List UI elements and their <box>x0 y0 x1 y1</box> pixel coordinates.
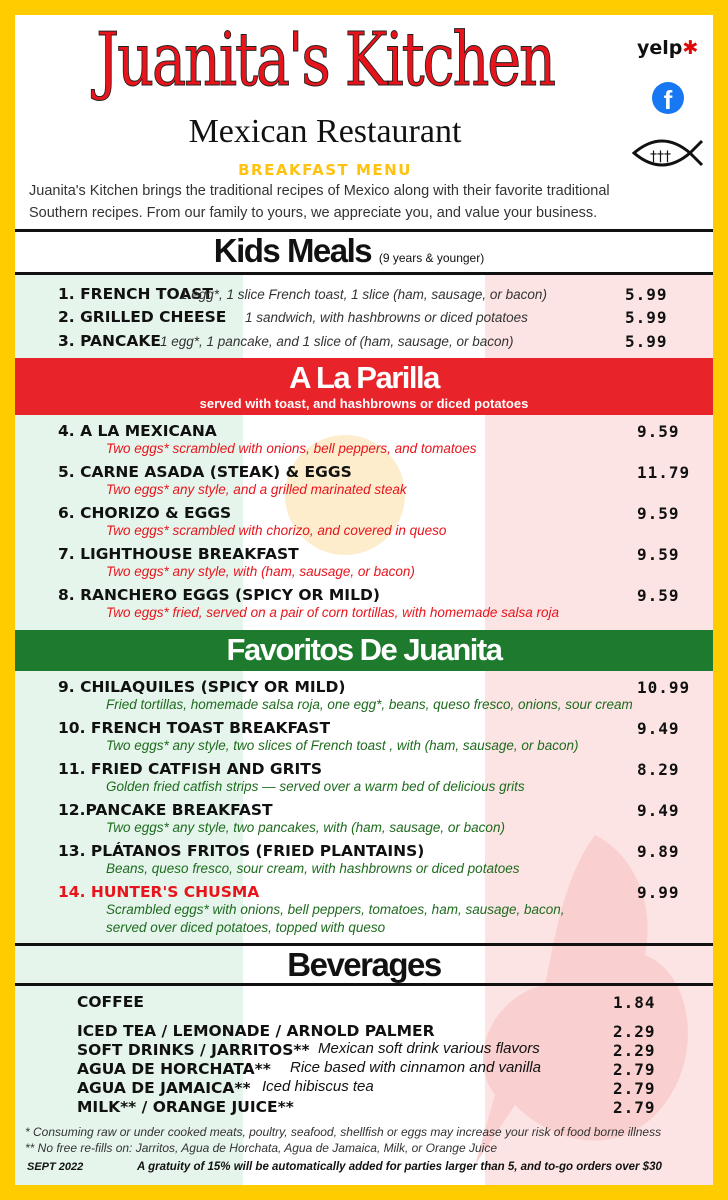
beverage-price: 2.79 <box>613 1079 656 1098</box>
item-description: Two eggs* any style, two pancakes, with (ham, sausage, or bacon) <box>106 820 505 835</box>
item-price: 9.59 <box>637 545 680 564</box>
beverage-description: Mexican soft drink various flavors <box>318 1040 540 1057</box>
beverage-name: AGUA DE JAMAICA** <box>77 1079 251 1097</box>
beverage-price: 2.29 <box>613 1022 656 1041</box>
parilla-heading: A La Parilla <box>289 360 439 395</box>
item-price: 9.59 <box>637 422 680 441</box>
intro-line-1: Juanita's Kitchen brings the traditional recipes of Mexico along with their favorite traditional <box>29 183 610 199</box>
item-description: Beans, queso fresco, sour cream, with hashbrowns or diced potatoes <box>106 861 520 876</box>
item-price: 5.99 <box>625 332 668 351</box>
item-description: Two eggs* fried, served on a pair of corn tortillas, with homemade salsa roja <box>106 605 559 620</box>
item-price: 5.99 <box>625 285 668 304</box>
item-description: Two eggs* any style, two slices of French toast , with (ham, sausage, or bacon) <box>106 738 579 753</box>
beverage-description: Iced hibiscus tea <box>262 1078 374 1095</box>
item-price: 11.79 <box>637 463 691 482</box>
item-description: Scrambled eggs* with onions, bell peppers, tomatoes, ham, sausage, bacon, <box>106 902 565 917</box>
item-description: 1 egg*, 1 slice French toast, 1 slice (ham, sausage, or bacon) <box>180 287 547 302</box>
item-name: 2. GRILLED CHEESE <box>58 308 227 326</box>
beverage-name: ICED TEA / LEMONADE / ARNOLD PALMER <box>77 1022 435 1040</box>
item-name: 13. PLÁTANOS FRITOS (FRIED PLANTAINS) <box>58 842 425 860</box>
menu-date: SEPT 2022 <box>27 1161 84 1173</box>
item-name: 5. CARNE ASADA (STEAK) & EGGS <box>58 463 352 481</box>
footnote-refills: ** No free re-fills on: Jarritos, Agua de Horchata, Agua de Jamaica, Milk, or Orange Juice <box>25 1141 497 1155</box>
item-price: 9.89 <box>637 842 680 861</box>
item-price: 9.99 <box>637 883 680 902</box>
svg-text:†††: ††† <box>650 149 671 165</box>
item-description: Fried tortillas, homemade salsa roja, one egg*, beans, queso fresco, onions, sour cream <box>106 697 633 712</box>
item-price: 5.99 <box>625 308 668 327</box>
item-name: 11. FRIED CATFISH AND GRITS <box>58 760 323 778</box>
item-name: 8. RANCHERO EGGS (SPICY OR MILD) <box>58 586 380 604</box>
kids-age-note: (9 years & younger) <box>378 251 485 265</box>
item-description: Two eggs* any style, and a grilled marinated steak <box>106 482 407 497</box>
item-price: 8.29 <box>637 760 680 779</box>
item-name: 7. LIGHTHOUSE BREAKFAST <box>58 545 299 563</box>
item-name: 14. HUNTER'S CHUSMA <box>58 883 260 901</box>
item-price: 9.49 <box>637 719 680 738</box>
item-price: 9.59 <box>637 586 680 605</box>
beverage-name: MILK** / ORANGE JUICE** <box>77 1098 294 1116</box>
kids-meals-heading: Kids Meals (9 years & younger) <box>213 232 485 269</box>
beverages-heading: Beverages <box>287 946 441 983</box>
item-description: 1 sandwich, with hashbrowns or diced potatoes <box>245 310 528 325</box>
item-price: 9.49 <box>637 801 680 820</box>
menu-type: BREAKFAST MENU <box>238 161 412 179</box>
beverage-name: SOFT DRINKS / JARRITOS** <box>77 1041 310 1059</box>
beverage-price: 2.79 <box>613 1060 656 1079</box>
intro-line-2: Southern recipes. From our family to yours, we appreciate you, and value your business. <box>29 205 598 221</box>
item-name: 1. FRENCH TOAST <box>58 285 213 303</box>
yelp-icon[interactable]: yelp✱ <box>637 37 699 59</box>
item-description: Two eggs* scrambled with onions, bell peppers, and tomatoes <box>106 441 477 456</box>
beverage-name: COFFEE <box>77 993 144 1011</box>
beverage-price: 2.79 <box>613 1098 656 1117</box>
beverage-name: AGUA DE HORCHATA** <box>77 1060 271 1078</box>
item-description-2: served over diced potatoes, topped with queso <box>106 920 386 935</box>
item-price: 10.99 <box>637 678 691 697</box>
beverage-description: Rice based with cinnamon and vanilla <box>290 1059 541 1076</box>
item-name: 12.PANCAKE BREAKFAST <box>58 801 273 819</box>
footnote-raw-food: * Consuming raw or under cooked meats, poultry, seafood, shellfish or eggs may increase your risk of food borne illness <box>25 1125 662 1139</box>
item-description: Golden fried catfish strips — served over a warm bed of delicious grits <box>106 779 525 794</box>
item-description: Two eggs* scrambled with chorizo, and covered in queso <box>106 523 447 538</box>
restaurant-subtitle: Mexican Restaurant <box>188 113 462 150</box>
item-name: 9. CHILAQUILES (SPICY OR MILD) <box>58 678 346 696</box>
item-name: 10. FRENCH TOAST BREAKFAST <box>58 719 331 737</box>
parilla-subtitle: served with toast, and hashbrowns or diced potatoes <box>199 396 529 411</box>
christian-fish-icon <box>632 135 704 171</box>
beverage-price: 2.29 <box>613 1041 656 1060</box>
item-price: 9.59 <box>637 504 680 523</box>
restaurant-title: Juanita's Kitchen <box>96 17 554 103</box>
item-description: Two eggs* any style, with (ham, sausage, or bacon) <box>106 564 415 579</box>
item-name: 3. PANCAKE <box>58 332 161 350</box>
item-name: 6. CHORIZO & EGGS <box>58 504 232 522</box>
menu-page <box>15 15 713 1185</box>
beverage-price: 1.84 <box>613 993 656 1012</box>
favoritos-heading: Favoritos De Juanita <box>226 632 502 667</box>
facebook-icon[interactable]: f <box>652 82 684 114</box>
item-description: 1 egg*, 1 pancake, and 1 slice of (ham, sausage, or bacon) <box>160 334 514 349</box>
item-name: 4. A LA MEXICANA <box>58 422 217 440</box>
gratuity-note: A gratuity of 15% will be automatically added for parties larger than 5, and to-go orders over $30 <box>137 1161 662 1173</box>
